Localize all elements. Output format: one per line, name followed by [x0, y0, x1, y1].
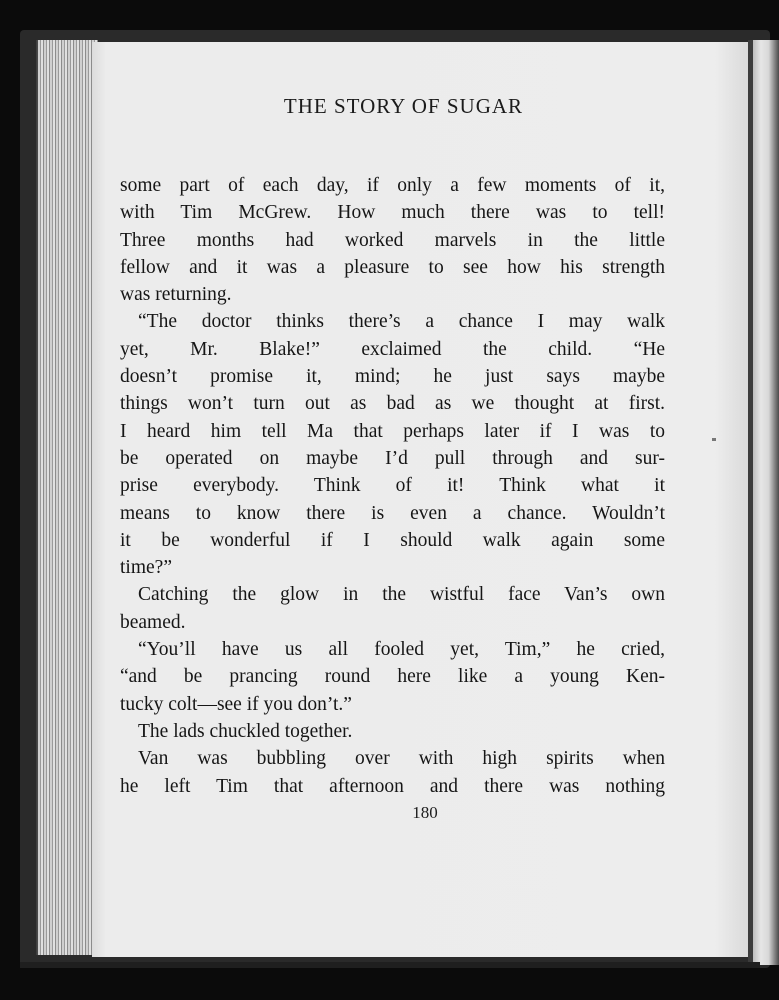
text-line: “You’ll have us all fooled yet, Tim,” he cried, — [138, 639, 665, 661]
text-line: means to know there is even a chance. Wouldn’t — [120, 502, 665, 524]
text-line: yet, Mr. Blake!” exclaimed the child. “He — [120, 338, 665, 360]
text-line: was returning. — [120, 284, 232, 306]
text-line: The lads chuckled together. — [138, 720, 353, 742]
running-head: THE STORY OF SUGAR — [283, 94, 524, 118]
text-line: some part of each day, if only a few moments of it, — [120, 175, 665, 196]
text-line: Catching the glow in the wistful face Van’s own — [138, 584, 665, 606]
right-binding — [753, 40, 779, 965]
text-line: be operated on maybe I’d pull through and sur- — [120, 447, 665, 469]
text-line: things won’t turn out as bad as we thought at first. — [120, 393, 665, 415]
text-line: “and be prancing round here like a young Ken- — [120, 666, 665, 688]
text-line: Three months had worked marvels in the little — [120, 229, 665, 251]
text-line: time?” — [120, 557, 172, 579]
text-line: fellow and it was a pleasure to see how his strength — [120, 256, 665, 278]
text-line: it be wonderful if I should walk again some — [120, 529, 665, 551]
text-line: Van was bubbling over with high spirits when — [138, 748, 665, 770]
text-line: he left Tim that afternoon and there was nothing — [120, 775, 665, 797]
text-line: I heard him tell Ma that perhaps later if I was to — [120, 420, 665, 442]
page-number: 180 — [412, 803, 438, 822]
page-edges — [38, 40, 98, 955]
text-line: tucky colt—see if you don’t.” — [120, 693, 352, 715]
text-line: prise everybody. Think of it! Think what it — [120, 475, 665, 497]
text-line: beamed. — [120, 611, 186, 633]
text-line: doesn’t promise it, mind; he just says maybe — [120, 366, 665, 388]
text-line: “The doctor thinks there’s a chance I may walk — [138, 311, 665, 333]
body-text — [120, 172, 665, 800]
margin-mark — [712, 438, 716, 441]
bottom-edge — [20, 962, 760, 968]
text-line: with Tim McGrew. How much there was to tell! — [120, 202, 665, 224]
